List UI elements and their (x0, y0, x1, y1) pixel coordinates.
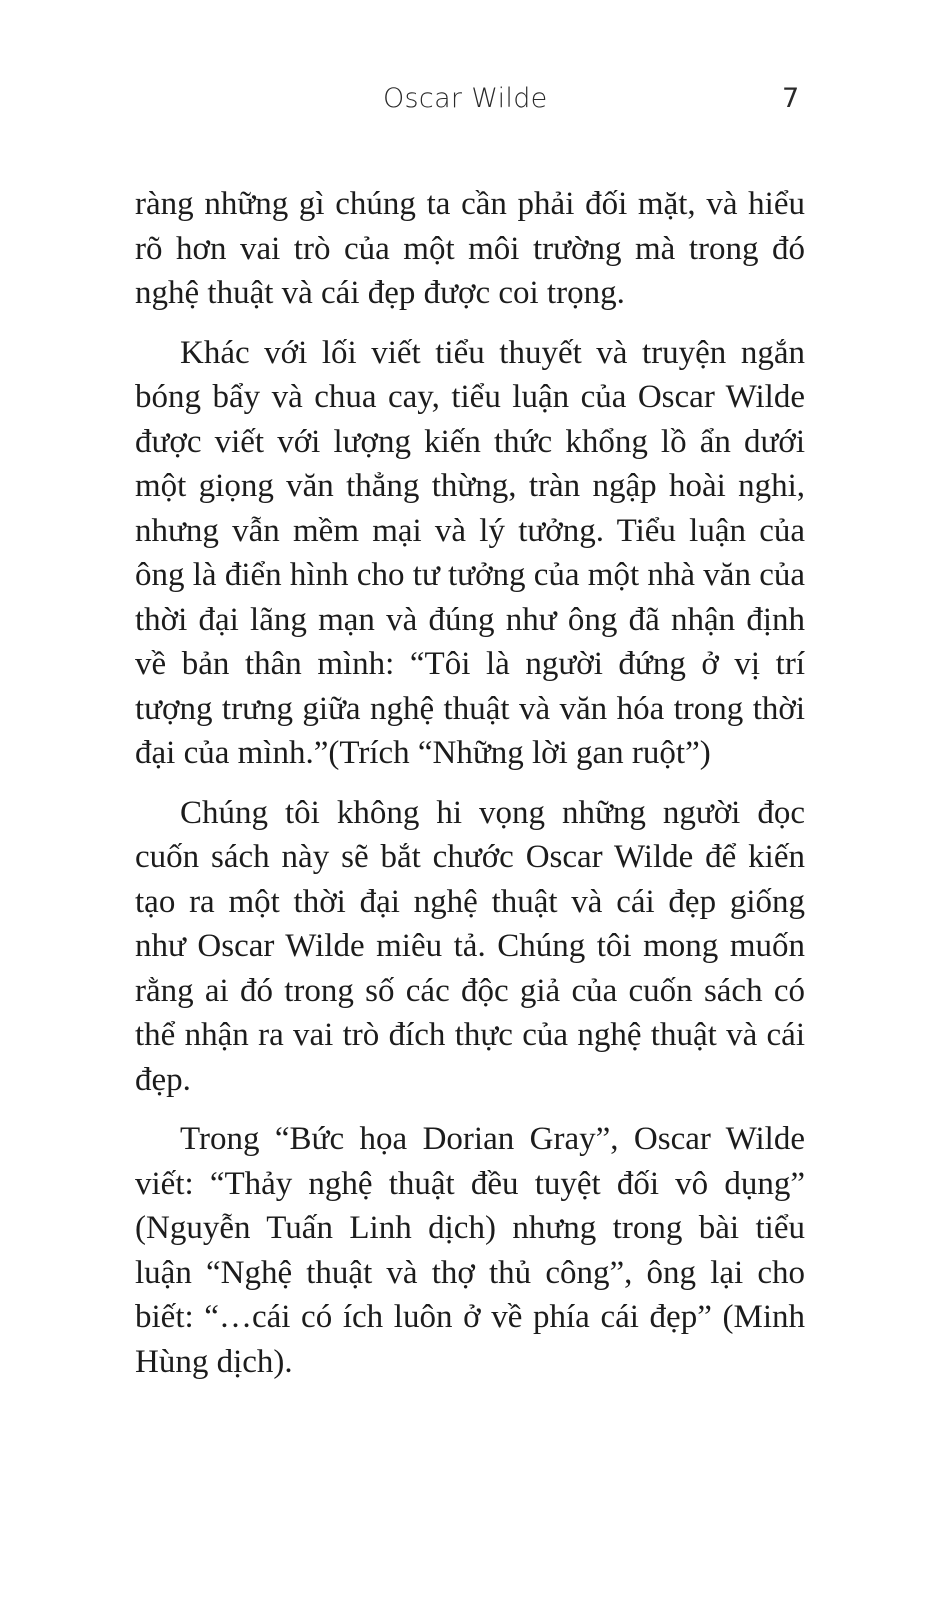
running-header (0, 83, 945, 123)
paragraph: Trong “Bức họa Dorian Gray”, Oscar Wilde viết: “Thảy nghệ thuật đều tuyệt đối vô dụng” (Nguyễn Tuấn Linh dịch) nhưng trong bài tiểu luận “Nghệ thuật và thợ thủ công”, ông lại cho biết: “…cái có ích luôn ở về phía cái đẹp” (Minh Hùng dịch). (135, 1121, 805, 1380)
paragraph: Chúng tôi không hi vọng những người đọc cuốn sách này sẽ bắt chước Oscar Wilde để kiến tạo ra một thời đại nghệ thuật và cái đẹp giống như Oscar Wilde miêu tả. Chúng tôi mong muốn rằng ai đó trong số các độc giả của cuốn sách có thể nhận ra vai trò đích thực của nghệ thuật và cái đẹp. (135, 794, 805, 1098)
body-text (135, 182, 805, 1399)
running-header-title: Oscar Wilde (383, 83, 548, 114)
page-number: 7 (782, 83, 800, 114)
paragraph: Khác với lối viết tiểu thuyết và truyện ngắn bóng bẩy và chua cay, tiểu luận của Oscar Wilde được viết với lượng kiến thức khổng lồ ẩn dưới một giọng văn thẳng thừng, tràn ngập hoài nghi, nhưng vẫn mềm mại và lý tưởng. Tiểu luận của ông là điển hình cho tư tưởng của một nhà văn của thời đại lãng mạn và đúng như ông đã nhận định về bản thân mình: “Tôi là người đứng ở vị trí tượng trưng giữa nghệ thuật và văn hóa trong thời đại của mình.”(Trích “Những lời gan ruột”) (135, 334, 805, 771)
paragraph-continued: ràng những gì chúng ta cần phải đối mặt, và hiểu rõ hơn vai trò của một môi trường mà trong đó nghệ thuật và cái đẹp được coi trọng. (135, 186, 805, 311)
